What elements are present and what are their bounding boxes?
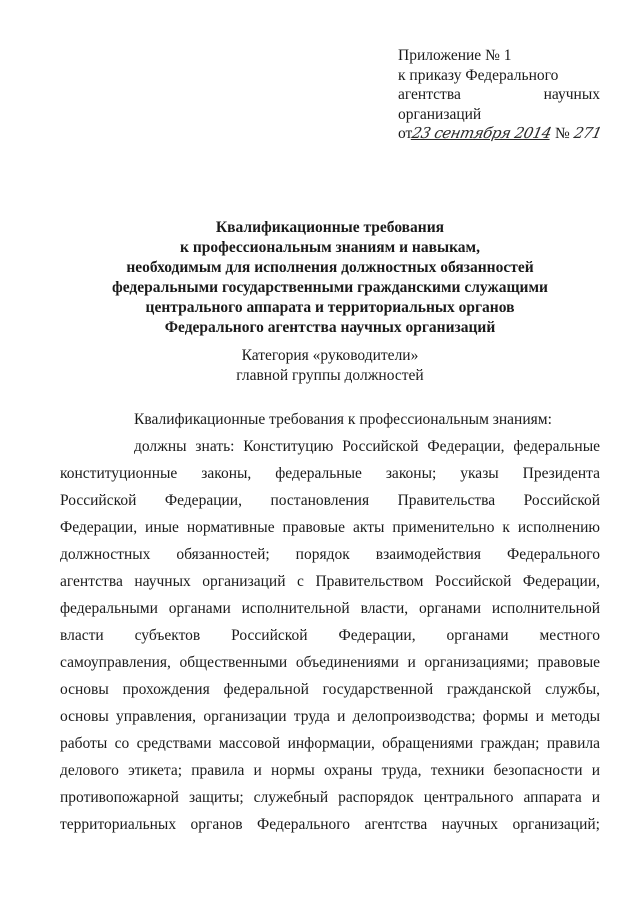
title-line: необходимым для исполнения должностных обязанностей <box>126 259 534 276</box>
category-line: главной группы должностей <box>236 367 424 384</box>
number-prefix: № <box>555 125 570 142</box>
appendix-block <box>398 46 603 144</box>
title-line: к профессиональным знаниям и навыкам, <box>180 239 480 256</box>
body-line: должны знать: Конституцию Российской Федерации, федеральные <box>134 438 600 455</box>
body-line: работы со средствами массовой информации, обращениями граждан; правила <box>60 735 600 752</box>
handwritten-number: 271 <box>571 124 603 142</box>
body-line: Российской Федерации, постановления Правительства Российской <box>60 492 600 509</box>
body-line: территориальных органов Федерального агентства научных организаций; <box>60 816 600 833</box>
appendix-date-line <box>398 124 603 144</box>
document-title <box>60 218 600 338</box>
body-text <box>60 406 600 838</box>
title-line: Федерального агентства научных организаций <box>164 319 496 336</box>
body-line: делового этикета; правила и нормы охраны труда, техники безопасности и <box>60 762 600 779</box>
handwritten-date: 23 сентября 2014 <box>410 124 554 142</box>
body-line: противопожарной защиты; служебный распорядок центрального аппарата и <box>60 789 600 806</box>
body-line: самоуправления, общественными объединениями и организациями; правовые <box>60 654 600 671</box>
appendix-line: Приложение № 1 <box>398 47 512 64</box>
appendix-line: агентства научных <box>398 86 600 103</box>
category-heading <box>60 346 600 386</box>
appendix-line: организаций <box>398 105 482 123</box>
title-line: федеральными государственными гражданскими служащими <box>112 279 548 296</box>
body-line: власти субъектов Российской Федерации, органами местного <box>60 627 600 644</box>
body-line: должностных обязанностей; порядок взаимодействия Федерального <box>60 546 600 563</box>
body-line: федеральными органами исполнительной власти, органами исполнительной <box>60 600 600 617</box>
title-line: Квалификационные требования <box>215 219 445 236</box>
body-line: основы управления, организации труда и делопроизводства; формы и методы <box>60 708 600 725</box>
appendix-line: к приказу Федерального <box>398 66 559 84</box>
body-line: конституционные законы, федеральные законы; указы Президента <box>60 465 600 482</box>
body-line: Квалификационные требования к профессиональным знаниям: <box>134 411 552 428</box>
body-line: Федерации, иные нормативные правовые акты применительно к исполнению <box>60 519 600 536</box>
body-line: агентства научных организаций с Правительством Российской Федерации, <box>60 573 600 590</box>
date-prefix: от <box>398 125 413 142</box>
category-line: Категория «руководители» <box>241 347 419 364</box>
body-line: основы прохождения федеральной государственной гражданской службы, <box>60 681 600 698</box>
title-line: центрального аппарата и территориальных органов <box>145 299 515 316</box>
